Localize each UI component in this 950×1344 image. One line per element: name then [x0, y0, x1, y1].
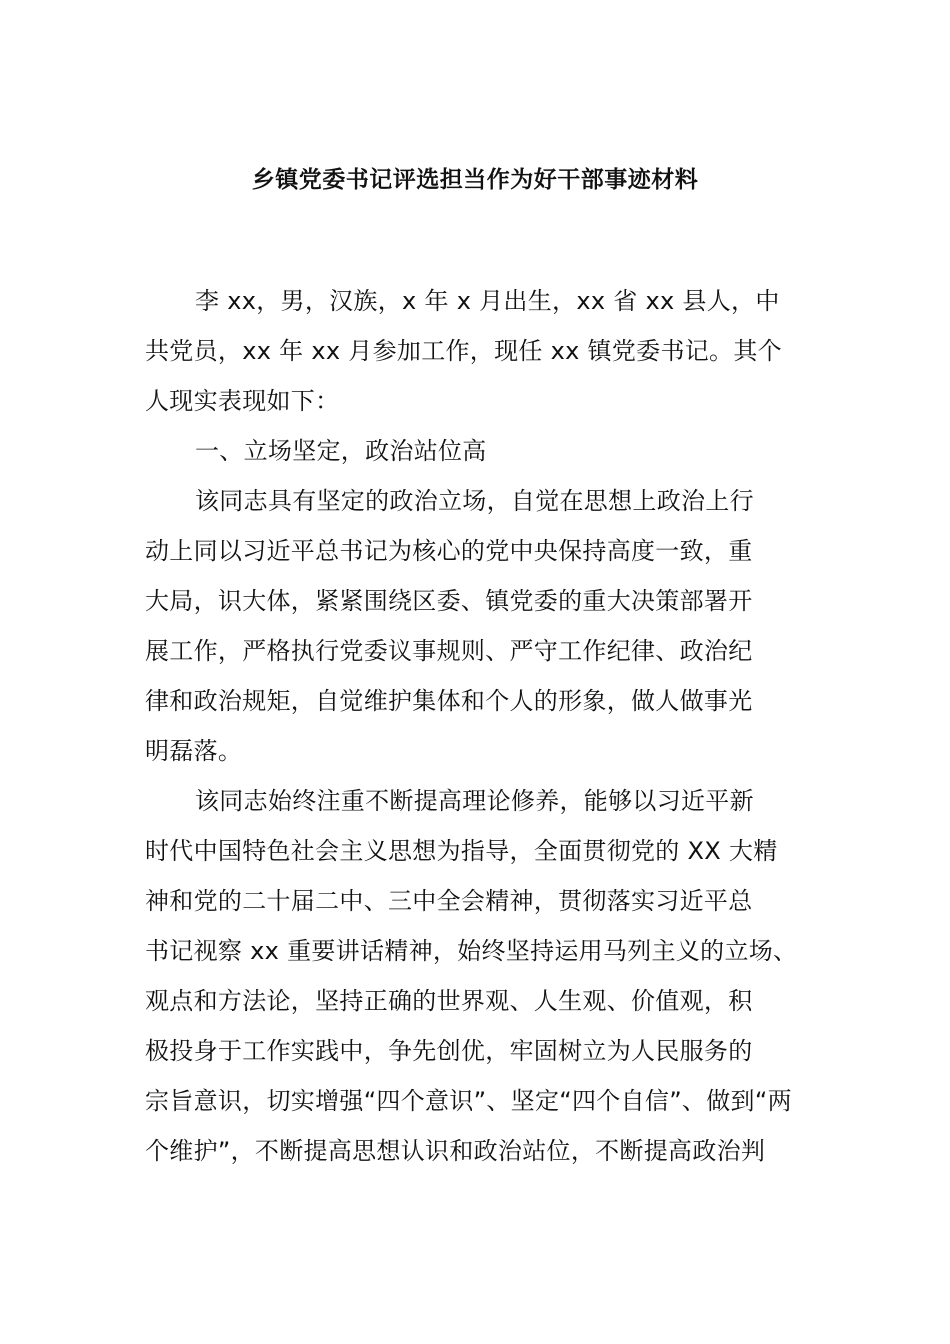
document-title: 乡镇党委书记评选担当作为好干部事迹材料 — [251, 167, 699, 193]
body-line: 明磊落。 — [145, 737, 243, 765]
body-line: 时代中国特色社会主义思想为指导，全面贯彻党的 XX 大精 — [145, 837, 778, 865]
body-line: 书记视察 xx 重要讲话精神，始终坚持运用马列主义的立场、 — [145, 937, 798, 965]
body-line: 展工作，严格执行党委议事规则、严守工作纪律、政治纪 — [145, 637, 753, 665]
body-line: 大局，识大体，紧紧围绕区委、镇党委的重大决策部署开 — [145, 587, 753, 615]
body-line: 该同志具有坚定的政治立场，自觉在思想上政治上行 — [195, 487, 754, 515]
body-line: 该同志始终注重不断提高理论修养，能够以习近平新 — [195, 787, 754, 815]
body-line: 神和党的二十届二中、三中全会精神，贯彻落实习近平总 — [145, 887, 753, 915]
body-line: 律和政治规矩，自觉维护集体和个人的形象，做人做事光 — [145, 687, 753, 715]
body-line: 观点和方法论，坚持正确的世界观、人生观、价值观，积 — [145, 987, 753, 1015]
body-line: 李 xx，男，汉族，x 年 x 月出生，xx 省 xx 县人，中 — [195, 287, 780, 315]
body-line: 极投身于工作实践中，争先创优，牢固树立为人民服务的 — [145, 1037, 753, 1065]
body-line: 个维护”，不断提高思想认识和政治站位，不断提高政治判 — [145, 1137, 766, 1165]
body-line: 共党员，xx 年 xx 月参加工作，现任 xx 镇党委书记。其个 — [145, 337, 782, 365]
section-heading: 一、立场坚定，政治站位高 — [195, 437, 487, 465]
body-line: 宗旨意识，切实增强“四个意识”、坚定“四个自信”、做到“两 — [145, 1087, 792, 1115]
body-line: 人现实表现如下： — [145, 387, 340, 415]
body-line: 动上同以习近平总书记为核心的党中央保持高度一致，重 — [145, 537, 753, 565]
